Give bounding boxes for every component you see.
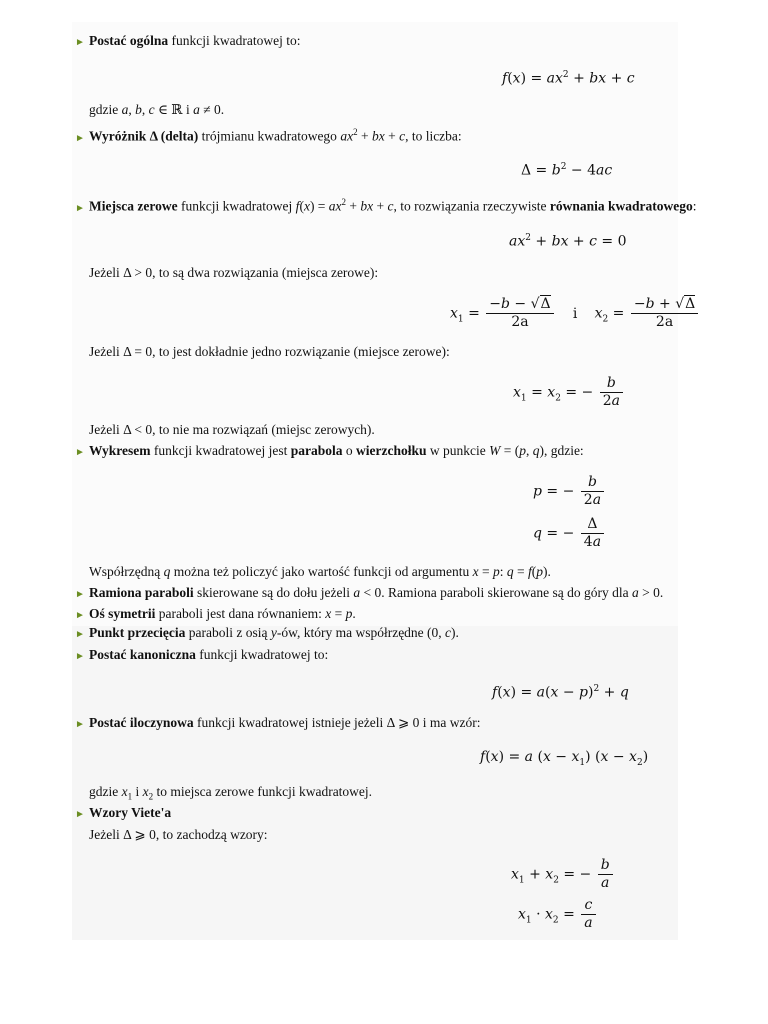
formula-q: q = − $\frac{\Delta}{4a}$	[533, 516, 606, 551]
term-postac-ogolna: Postać ogólna	[89, 33, 169, 48]
bullet-icon: ►	[75, 37, 85, 48]
item-postac-kanoniczna	[75, 646, 328, 666]
conjunction: i	[572, 305, 578, 322]
case-delta-negative: Jeżeli Δ < 0, to nie ma rozwiązań (miejsc zerowych).	[89, 422, 375, 437]
formula-viete-product: $x_1 \cdot x_2$ = $\frac{c}{a}$	[518, 897, 598, 932]
formula-postac-ogolna: $f(x) = ax^2$ + bx + c	[502, 70, 635, 87]
viete-condition: Jeżeli Δ ⩾ 0, to zachodzą wzory:	[89, 827, 268, 842]
item-ramiona: ► Ramiona paraboli skierowane są do dołu jeżeli a < 0. Ramiona paraboli skierowane są do góry dla a > 0.	[75, 584, 663, 604]
item-wyroznik: ► Wyróżnik Δ (delta) trójmianu kwadratowego $ax^2$ + bx + c, to liczba:	[75, 123, 462, 148]
item-wykres: ► Wykresem funkcji kwadratowej jest parabola o wierzchołku w punkcie W = (p, q), gdzie:	[75, 442, 584, 462]
bullet-icon: ►	[75, 629, 85, 640]
item-punkt-przeciecia: ► Punkt przecięcia paraboli z osią y-ów, który ma współrzędne (0, c).	[75, 624, 459, 644]
x1-denominator: 2a	[511, 314, 529, 330]
formula-p: p = − $\frac{b}{2a}$	[533, 474, 606, 509]
formula-rownanie: $ax^2$ + bx + c = 0	[509, 233, 627, 250]
item-text: funkcji kwadratowej to:	[195, 647, 329, 662]
bullet-icon: ►	[75, 651, 85, 662]
bullet-icon: ►	[75, 719, 85, 730]
bullet-icon: ►	[75, 589, 85, 600]
bullet-icon: ►	[75, 202, 85, 214]
where-postac-ogolna: gdzie a, b, c ∈ ℝ i a ≠ 0.	[89, 102, 225, 117]
term-postac-kanoniczna: Postać kanoniczna	[89, 647, 196, 662]
case-delta-positive: Jeżeli Δ > 0, to są dwa rozwiązania (miejsca zerowe):	[89, 265, 379, 280]
formula-viete-sum: $x_1 + x_2$ = − $\frac{b}{a}$	[511, 857, 615, 892]
item-postac-ogolna	[75, 32, 300, 52]
note-q: Współrzędną q można też policzyć jako wartość funkcji od argumentu x = p: q = f(p).	[89, 564, 551, 579]
item-os-symetrii: ► Oś symetrii paraboli jest dana równaniem: x = p.	[75, 605, 356, 625]
x2-denominator: 2a	[655, 314, 674, 330]
item-postac-iloczynowa: ► Postać iloczynowa funkcji kwadratowej istnieje jeżeli Δ ⩾ 0 i ma wzór:	[75, 714, 481, 734]
formula-delta: $\Delta = b^2 - 4ac$	[521, 162, 613, 179]
formula-iloczynowa: f(x) = a $(x - x_1)$ $(x - x_2)$	[480, 749, 649, 768]
formula-x1-x2: $x_1$ = $\frac{-b - √\Delta}{2a}$ i $x_2$ = $\frac{-b + √\Delta}{2a}$	[450, 296, 700, 331]
bullet-icon: ►	[75, 610, 85, 621]
case-delta-zero: Jeżeli Δ = 0, to jest dokładnie jedno rozwiązanie (miejsce zerowe):	[89, 344, 450, 359]
item-text: funkcji kwadratowej to:	[168, 33, 301, 48]
item-wzory-vietea	[75, 804, 171, 824]
item-miejsca-zerowe: ► Miejsca zerowe funkcji kwadratowej $f(x) = ax^2$ + bx + c, to rozwiązania rzeczywiste równania kwadratowego:	[75, 193, 697, 218]
bullet-icon: ►	[75, 132, 85, 144]
formula-x0: $x_1 = x_2$ = − $\frac{b}{2a}$	[513, 375, 625, 410]
term-viete: Wzory Viete'a	[89, 805, 172, 820]
where-iloczynowa: gdzie $x_1$ i $x_2$ to miejsca zerowe funkcji kwadratowej.	[89, 784, 373, 802]
bullet-icon: ►	[75, 447, 85, 458]
bullet-icon: ►	[75, 809, 85, 820]
formula-kanoniczna: $f(x) = a(x - p)^2 + q$	[492, 684, 629, 701]
